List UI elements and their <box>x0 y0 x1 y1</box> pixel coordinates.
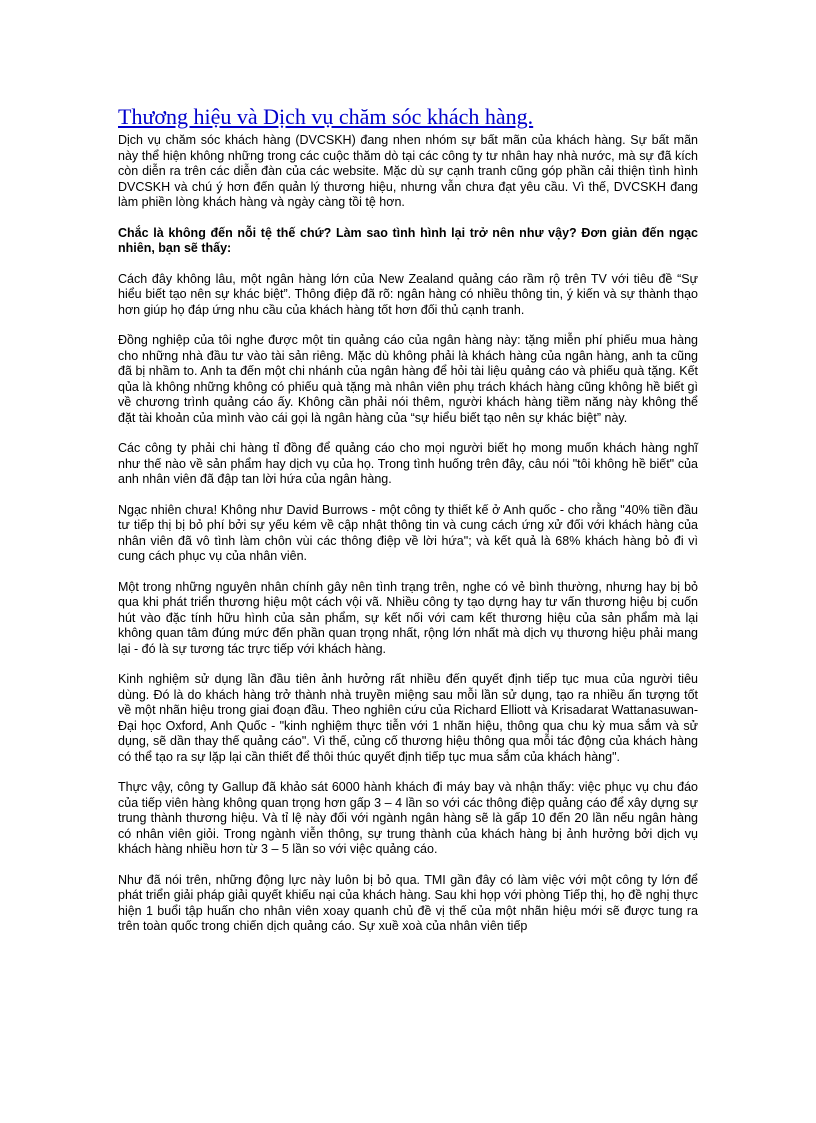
paragraph-colleague: Đồng nghiệp của tôi nghe được một tin quảng cáo của ngân hàng này: tặng miễn phí phiếu mua hàng cho những nhà đầu tư vào tài sản riêng. Mặc dù không phải là khách hàng của ngân hàng, anh ta cũng đã bị nhầm to. Anh ta đến một chi nhánh của ngân hàng để hỏi tài liệu quảng cáo và phiếu quà tặng. Kết qủa là không những không có phiếu quà tặng mà nhân viên phụ trách khách hàng cũng không hề biết gì về chương trình quảng cáo ấy. Không cần phải nói thêm, người khách hàng tiềm năng này không thể đặt tài khoản của mình vào cái gọi là ngân hàng của “sự hiểu biết tạo nên sự khác biệt” này. <box>118 333 698 425</box>
paragraph-intro: Dịch vụ chăm sóc khách hàng (DVCSKH) đang nhen nhóm sự bất mãn của khách hàng. Sự bất mãn này thể hiện không những trong các cuộc thăm dò tại các công ty tư nhân hay nhà nước, mà sự đã kích còn diễn ra trên các diễn đàn của các website. Mặc dù sự cạnh tranh cũng góp phần cải thiện tình hình DVCSKH và chú ý hơn đến quản lý thương hiệu, nhưng vẫn chưa đạt yêu cầu. Vì thế, DVCSKH đang làm phiền lòng khách hàng và ngày càng tồi tệ hơn. <box>118 133 698 209</box>
paragraph-gallup: Thực vậy, công ty Gallup đã khảo sát 6000 hành khách đi máy bay và nhận thấy: việc phục vụ chu đáo của tiếp viên hàng không quan trọng hơn gấp 3 – 4 lần so với các thông điệp quảng cáo để xây dựng sự trung thành thương hiệu. Và tỉ lệ này đối với ngành ngân hàng sẽ là gấp 10 đến 20 lần nếu ngân hàng có nhân viên giỏi. Trong ngành viễn thông, sự trung thành của khách hàng bị ảnh hưởng bởi dịch vụ khách hàng nhiều hơn từ 3 – 5 lần so với việc quảng cáo. <box>118 780 698 856</box>
paragraph-question: Chắc là không đến nỗi tệ thế chứ? Làm sao tình hình lại trở nên như vậy? Đơn giản đến ngạc nhiên, bạn sẽ thấy: <box>118 225 698 255</box>
paragraph-cause: Một trong những nguyên nhân chính gây nên tình trạng trên, nghe có vẻ bình thường, nhưng hay bị bỏ qua khi phát triển thương hiệu một cách vội vã. Nhiều công ty tạo dựng hay tư vấn thương hiệu bị cuốn hút vào đặc tính hữu hình của sản phẩm, sự kết nối với cam kết thương hiệu của sản phẩm mà lại không quan tâm đúng mức đến phần quan trọng nhất, rộng lớn nhất mà dịch vụ thương hiệu phải mang lại - đó là sự tương tác trực tiếp với khách hàng. <box>118 579 698 656</box>
paragraph-experience: Kinh nghiệm sử dụng lần đầu tiên ảnh hưởng rất nhiều đến quyết định tiếp tục mua của người tiêu dùng. Đó là do khách hàng trở thành nhà truyền miệng sau mỗi lần sử dụng, tạo ra nhiều ấn tượng tốt về một nhãn hiệu trong giai đoạn đầu. Theo nghiên cứu của Richard Elliott và Krisadarat Wattanasuwan- Đại học Oxford, Anh Quốc - "kinh nghiệm thực tiễn với 1 nhãn hiệu, thông qua chu kỳ mua sắm và sử dụng, sẽ dần thay thế quảng cáo". Vì thế, củng cố thương hiệu thông qua mỗi tác động của khách hàng có thể tạo ra sự lặp lại cần thiết để thôi thúc quyết định tiếp tục mua sắm của khách hàng". <box>118 672 698 764</box>
paragraph-tmi: Như đã nói trên, những động lực này luôn bị bỏ qua. TMI gần đây có làm việc với một công ty lớn để phát triển giải pháp giải quyết khiếu nại của khách hàng. Sau khi họp với phòng Tiếp thị, họ đề nghị thực hiện 1 buổi tập huấn cho nhân viên xoay quanh chủ đề vị thế của một nhãn hiệu mới sẽ được tung ra trên toàn quốc trong chiến dịch quảng cáo. Sự xuề xoà của nhân viên tiếp <box>118 872 698 933</box>
paragraph-bank-ad: Cách đây không lâu, một ngân hàng lớn của New Zealand quảng cáo rầm rộ trên TV với tiêu đề “Sự hiểu biết tạo nên sự khác biệt”. Thông điệp đã rõ: ngân hàng có nhiều thông tin, ý kiến và sự thành thạo hơn giúp họ đáp ứng nhu cầu của khách hàng tốt hơn đối thủ cạnh tranh. <box>118 271 698 317</box>
document-body <box>118 133 698 935</box>
paragraph-spending: Các công ty phải chi hàng tỉ đồng để quảng cáo cho mọi người biết họ mong muốn khách hàng nghĩ như thế nào về sản phẩm hay dịch vụ của họ. Trong tình huống trên đây, câu nói "tôi không hề biết" của anh nhân viên đã đập tan lời hứa của ngân hàng. <box>118 441 698 486</box>
document-title: Thương hiệu và Dịch vụ chăm sóc khách hàng. <box>118 104 534 129</box>
paragraph-burrows: Ngạc nhiên chưa! Không như David Burrows - một công ty thiết kế ở Anh quốc - cho rằng "40% tiền đầu tư tiếp thị bị bỏ phí bởi sự yếu kém về cập nhật thông tin và cung cách ứng xử đối với khách hàng của nhân viên đã vô tình làm chôn vùi các thông điệp về lời hứa"; và kết quả là 68% khách hàng bỏ đi vì cung cách phục vụ của nhân viên. <box>118 502 698 563</box>
document-page <box>118 104 698 950</box>
